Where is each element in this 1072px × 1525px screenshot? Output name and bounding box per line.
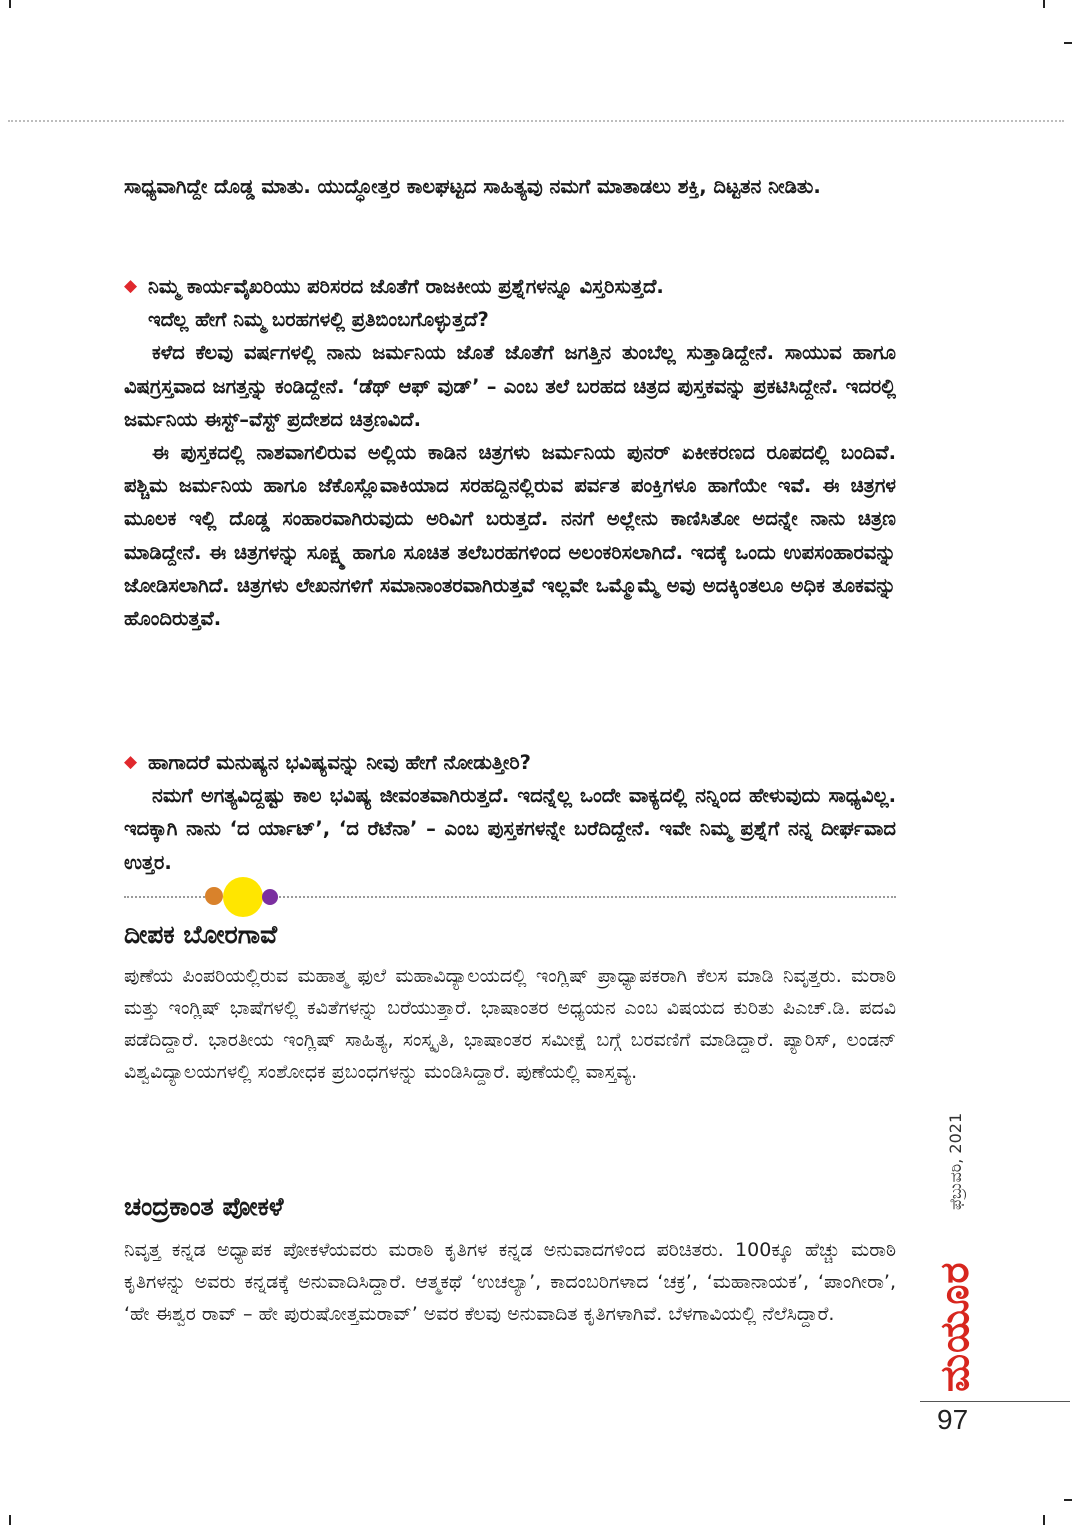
crop-mark-top-left <box>9 0 11 8</box>
top-dotted-rule <box>8 120 1064 122</box>
page-number-rule <box>920 1401 1070 1402</box>
question-2-text: ಹಾಗಾದರೆ ಮನುಷ್ಯನ ಭವಿಷ್ಯವನ್ನು ನೀವು ಹೇಗೆ ನೋಡುತ್ತೀರಿ? <box>148 751 531 774</box>
question-2-block <box>124 746 896 879</box>
bio-2-name: ಚಂದ್ರಕಾಂತ ಪೋಕಳೆ <box>124 1192 284 1221</box>
crop-mark-bottom-left <box>9 1515 11 1525</box>
issue-date: ಫೆಬ್ರುವರಿ, 2021 <box>946 1112 965 1210</box>
answer-1-paragraph-2: ಈ ಪುಸ್ತಕದಲ್ಲಿ ನಾಶವಾಗಲಿರುವ ಅಲ್ಲಿಯ ಕಾಡಿನ ಚಿತ್ರಗಳು ಜರ್ಮನಿಯ ಪುನರ್ ಏಕೀಕರಣದ ರೂಪದಲ್ಲಿ ಬಂದಿವೆ. ಪಶ್ಚಿಮ ಜರ್ಮನಿಯ ಹಾಗೂ ಜೆಕೊಸ್ಲೊವಾಕಿಯಾದ ಸರಹದ್ದಿನಲ್ಲಿರುವ ಪರ್ವತ ಪಂಕ್ತಿಗಳೂ ಹಾಗೆಯೇ ಇವೆ. ಈ ಚಿತ್ರಗಳ ಮೂಲಕ ಇಲ್ಲಿ ದೊಡ್ಡ ಸಂಹಾರವಾಗಿರುವುದು ಅರಿವಿಗೆ ಬರುತ್ತದೆ. ನನಗೆ ಅಲ್ಲೇನು ಕಾಣಿಸಿತೋ ಅದನ್ನೇ ನಾನು ಚಿತ್ರಣ ಮಾಡಿದ್ದೇನೆ. ಈ ಚಿತ್ರಗಳನ್ನು ಸೂಕ್ಷ್ಮ ಹಾಗೂ ಸೂಚಿತ ತಲೆಬರಹಗಳಿಂದ ಅಲಂಕರಿಸಲಾಗಿದೆ. ಇದಕ್ಕೆ ಒಂದು ಉಪಸಂಹಾರವನ್ನು ಜೋಡಿಸಲಾಗಿದೆ. ಚಿತ್ರಗಳು ಲೇಖನಗಳಿಗೆ ಸಮಾನಾಂತರವಾಗಿರುತ್ತವೆ ಇಲ್ಲವೇ ಒಮ್ಮೊಮ್ಮೆ ಅವು ಅದಕ್ಕಿಂತಲೂ ಅಧಿಕ ತೂಕವನ್ನು ಹೊಂದಿರುತ್ತವೆ. <box>124 441 896 631</box>
bio-1-text: ಪುಣೆಯ ಪಿಂಪರಿಯಲ್ಲಿರುವ ಮಹಾತ್ಮ ಫುಲೆ ಮಹಾವಿದ್ಯಾಲಯದಲ್ಲಿ ಇಂಗ್ಲಿಷ್ ಪ್ರಾಧ್ಯಾಪಕರಾಗಿ ಕೆಲಸ ಮಾಡಿ ನಿವೃತ್ತರು. ಮರಾಠಿ ಮತ್ತು ಇಂಗ್ಲಿಷ್ ಭಾಷೆಗಳಲ್ಲಿ ಕವಿತೆಗಳನ್ನು ಬರೆಯುತ್ತಾರೆ. ಭಾಷಾಂತರ ಅಧ್ಯಯನ ಎಂಬ ವಿಷಯದ ಕುರಿತು ಪಿಎಚ್.ಡಿ. ಪದವಿ ಪಡೆದಿದ್ದಾರೆ. ಭಾರತೀಯ ಇಂಗ್ಲಿಷ್ ಸಾಹಿತ್ಯ, ಸಂಸ್ಕೃತಿ, ಭಾಷಾಂತರ ಸಮೀಕ್ಷೆ ಬಗ್ಗೆ ಬರವಣಿಗೆ ಮಾಡಿದ್ದಾರೆ. ಪ್ಯಾರಿಸ್, ಲಂಡನ್ ವಿಶ್ವವಿದ್ಯಾಲಯಗಳಲ್ಲಿ ಸಂಶೋಧಕ ಪ್ರಬಂಧಗಳನ್ನು ಮಂಡಿಸಿದ್ದಾರೆ. ಪುಣೆಯಲ್ಲಿ ವಾಸ್ತವ್ಯ. <box>124 965 896 1083</box>
orange-dot-ornament <box>205 887 223 905</box>
magazine-logo-text: ಮಯೂರ <box>932 1261 978 1392</box>
yellow-dot-ornament <box>223 877 263 917</box>
answer-1-paragraph-1: ಕಳೆದ ಕೆಲವು ವರ್ಷಗಳಲ್ಲಿ ನಾನು ಜರ್ಮನಿಯ ಜೊತೆ ಜೊತೆಗೆ ಜಗತ್ತಿನ ತುಂಬೆಲ್ಲ ಸುತ್ತಾಡಿದ್ದೇನೆ. ಸಾಯುವ ಹಾಗೂ ವಿಷಗ್ರಸ್ತವಾದ ಜಗತ್ತನ್ನು ಕಂಡಿದ್ದೇನೆ. ‘ಡೆಥ್ ಆಫ್ ವುಡ್’ – ಎಂಬ ತಲೆ ಬರಹದ ಚಿತ್ರದ ಪುಸ್ತಕವನ್ನು ಪ್ರಕಟಿಸಿದ್ದೇನೆ. ಇದರಲ್ಲಿ ಜರ್ಮನಿಯ ಈಸ್ಟ್–ವೆಸ್ಟ್ ಪ್ರದೇಶದ ಚಿತ್ರಣವಿದೆ. <box>124 341 896 431</box>
magazine-logo <box>932 1232 982 1392</box>
article-body <box>124 170 896 203</box>
bio-1-name: ದೀಪಕ ಬೋರಗಾವೆ <box>124 920 278 949</box>
page-number: 97 <box>937 1404 969 1435</box>
diamond-bullet-icon: ◆ <box>124 752 138 772</box>
question-1 <box>124 270 896 303</box>
bio-2-text: ನಿವೃತ್ತ ಕನ್ನಡ ಅಧ್ಯಾಪಕ ಪೋಕಳೆಯವರು ಮರಾಠಿ ಕೃತಿಗಳ ಕನ್ನಡ ಅನುವಾದಗಳಿಂದ ಪರಿಚಿತರು. 100ಕ್ಕೂ ಹೆಚ್ಚು ಮರಾಠಿ ಕೃತಿಗಳನ್ನು ಅವರು ಕನ್ನಡಕ್ಕೆ ಅನುವಾದಿಸಿದ್ದಾರೆ. ಆತ್ಮಕಥೆ ‘ಉಚಲ್ಯಾ’, ಕಾದಂಬರಿಗಳಾದ ‘ಚಕ್ರ’, ‘ಮಹಾನಾಯಕ’, ‘ಪಾಂಗೀರಾ’, ‘ಹೇ ಈಶ್ವರ ರಾವ್ – ಹೇ ಪುರುಷೋತ್ತಮರಾವ್’ ಅವರ ಕೆಲವು ಅನುವಾದಿತ ಕೃತಿಗಳಾಗಿವೆ. ಬೆಳಗಾವಿಯಲ್ಲಿ ನೆಲೆಸಿದ್ದಾರೆ. <box>124 1239 896 1325</box>
answer-2: ನಮಗೆ ಅಗತ್ಯವಿದ್ದಷ್ಟು ಕಾಲ ಭವಿಷ್ಯ ಜೀವಂತವಾಗಿರುತ್ತದೆ. ಇದನ್ನೆಲ್ಲ ಒಂದೇ ವಾಕ್ಯದಲ್ಲಿ ನನ್ನಿಂದ ಹೇಳುವುದು ಸಾಧ್ಯವಿಲ್ಲ. ಇದಕ್ಕಾಗಿ ನಾನು ‘ದ ರ್ಯಾಟ್’, ‘ದ ರೆಟೆನಾ’ – ಎಂಬ ಪುಸ್ತಕಗಳನ್ನೇ ಬರೆದಿದ್ದೇನೆ. ಇವೇ ನಿಮ್ಮ ಪ್ರಶ್ನೆಗೆ ನನ್ನ ದೀರ್ಘವಾದ ಉತ್ತರ. <box>124 784 896 874</box>
issue-date-label <box>946 1090 986 1210</box>
question-2 <box>124 746 896 779</box>
crop-mark-right-lower <box>1064 1499 1072 1501</box>
crop-mark-bottom-right <box>1043 1515 1045 1525</box>
crop-mark-right-upper <box>1064 42 1072 44</box>
question-1-block <box>124 270 896 635</box>
crop-mark-top-right <box>1043 0 1045 8</box>
paragraph-intro: ಸಾಧ್ಯವಾಗಿದ್ದೇ ದೊಡ್ಡ ಮಾತು. ಯುದ್ಧೋತ್ತರ ಕಾಲಘಟ್ಟದ ಸಾಹಿತ್ಯವು ನಮಗೆ ಮಾತಾಡಲು ಶಕ್ತಿ, ದಿಟ್ಟತನ ನೀಡಿತು. <box>124 175 821 198</box>
question-1-line-1: ನಿಮ್ಮ ಕಾರ್ಯವೈಖರಿಯು ಪರಿಸರದ ಜೊತೆಗೆ ರಾಜಕೀಯ ಪ್ರಶ್ನೆಗಳನ್ನೂ ವಿಸ್ತರಿಸುತ್ತದೆ. <box>148 275 664 298</box>
diamond-bullet-icon: ◆ <box>124 276 138 296</box>
purple-dot-ornament <box>262 889 278 905</box>
question-1-line-2: ಇದೆಲ್ಲ ಹೇಗೆ ನಿಮ್ಮ ಬರಹಗಳಲ್ಲಿ ಪ್ರತಿಬಿಂಬಗೊಳ್ಳುತ್ತದೆ? <box>148 308 489 332</box>
